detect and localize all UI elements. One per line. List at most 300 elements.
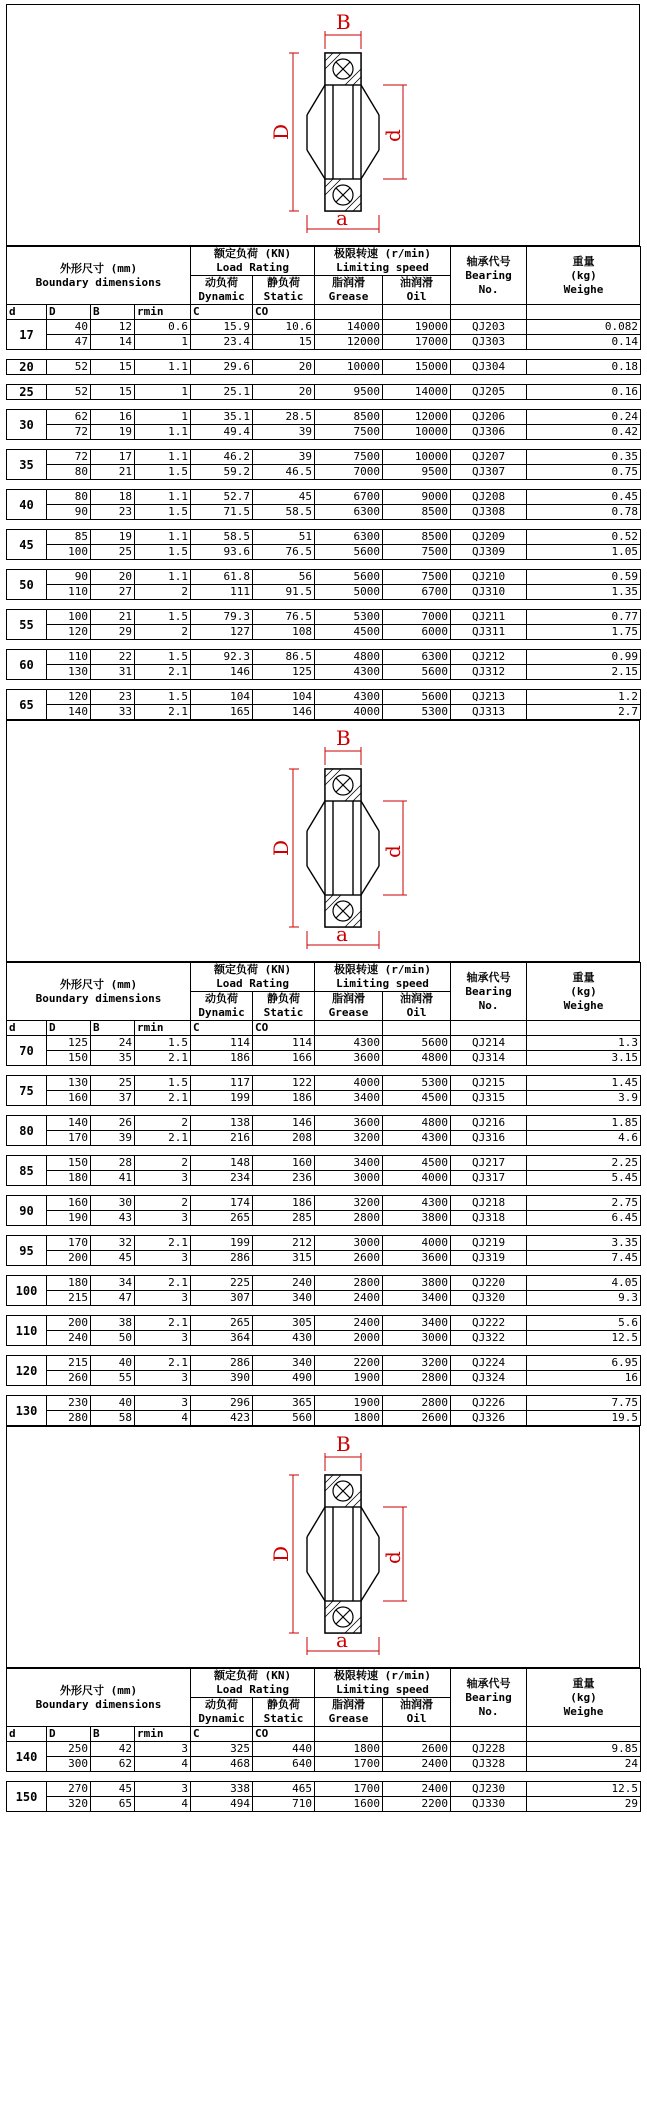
header-static: 静负荷 Static [253,1698,315,1727]
cell-grease: 4800 [315,650,383,665]
cell-weight: 0.14 [527,335,641,350]
cell-weight: 16 [527,1371,641,1386]
cell-grease: 5300 [315,610,383,625]
cell-d: 85 [7,1156,47,1186]
cell-bearing-no: QJ306 [451,425,527,440]
cell-bearing-no: QJ308 [451,505,527,520]
cell-B: 20 [91,570,135,585]
catalog-section [6,4,640,720]
cell-B: 41 [91,1171,135,1186]
cell-D: 120 [47,625,91,640]
cell-C: 199 [191,1236,253,1251]
spec-table [6,962,641,1426]
cell-bearing-no: QJ217 [451,1156,527,1171]
cell-rmin: 2.1 [135,705,191,720]
header-dynamic: 动负荷 Dynamic [191,1698,253,1727]
cell-d: 100 [7,1276,47,1306]
cell-weight: 5.6 [527,1316,641,1331]
cell-B: 35 [91,1051,135,1066]
cell-d: 120 [7,1356,47,1386]
table-row [7,650,641,665]
cell-grease: 4300 [315,690,383,705]
cell-C: 111 [191,585,253,600]
cell-d: 130 [7,1396,47,1426]
dim-label-D: D [269,123,293,140]
dim-label-d: d [381,845,405,858]
table-row [7,320,641,335]
cell-weight: 1.2 [527,690,641,705]
cell-bearing-no: QJ215 [451,1076,527,1091]
cell-weight: 12.5 [527,1782,641,1797]
cell-B: 28 [91,1156,135,1171]
bearing-cross-section-drawing [7,721,639,961]
cell-grease: 1600 [315,1797,383,1812]
cell-d: 50 [7,570,47,600]
cell-C: 364 [191,1331,253,1346]
header-grease: 脂润滑 Grease [315,1698,383,1727]
cell-C: 35.1 [191,410,253,425]
cell-C0: 560 [253,1411,315,1426]
cell-oil: 9500 [383,465,451,480]
cell-weight: 0.16 [527,385,641,400]
cell-B: 25 [91,545,135,560]
cell-C0: 76.5 [253,610,315,625]
cell-weight: 0.082 [527,320,641,335]
col-C: C [191,1021,253,1036]
cell-rmin: 3 [135,1211,191,1226]
col-rmin: rmin [135,1727,191,1742]
cell-D: 200 [47,1251,91,1266]
cell-grease: 7500 [315,450,383,465]
cell-oil: 3200 [383,1356,451,1371]
cell-rmin: 1.1 [135,530,191,545]
header-load-rating: 额定负荷 (KN) Load Rating [191,247,315,276]
cell-C0: 186 [253,1196,315,1211]
cell-d: 65 [7,690,47,720]
cell-rmin: 0.6 [135,320,191,335]
cell-oil: 8500 [383,530,451,545]
cell-B: 21 [91,465,135,480]
cell-B: 37 [91,1091,135,1106]
dim-label-B: B [336,10,351,34]
cell-C: 92.3 [191,650,253,665]
cell-oil: 4800 [383,1051,451,1066]
table-row [7,1131,641,1146]
table-row [7,570,641,585]
cell-C0: 146 [253,1116,315,1131]
cell-C0: 315 [253,1251,315,1266]
cell-C0: 108 [253,625,315,640]
col-rmin: rmin [135,1021,191,1036]
cell-rmin: 3 [135,1291,191,1306]
cell-rmin: 1.5 [135,690,191,705]
cell-bearing-no: QJ210 [451,570,527,585]
table-row [7,1156,641,1171]
table-row [7,665,641,680]
cell-bearing-no: QJ303 [451,335,527,350]
header-weight: 重量 (kg) Weighe [527,963,641,1021]
cell-C: 46.2 [191,450,253,465]
cell-bearing-no: QJ311 [451,625,527,640]
table-row [7,1396,641,1411]
cell-C0: 305 [253,1316,315,1331]
table-row [7,490,641,505]
cell-B: 34 [91,1276,135,1291]
cell-weight: 24 [527,1757,641,1772]
cell-B: 16 [91,410,135,425]
cell-C: 286 [191,1356,253,1371]
cell-rmin: 4 [135,1757,191,1772]
spec-table [6,1668,641,1812]
cell-D: 320 [47,1797,91,1812]
cell-rmin: 3 [135,1251,191,1266]
table-row [7,1291,641,1306]
cell-D: 130 [47,665,91,680]
cell-C: 265 [191,1211,253,1226]
cell-d: 60 [7,650,47,680]
cell-weight: 0.42 [527,425,641,440]
cell-oil: 19000 [383,320,451,335]
table-row [7,465,641,480]
cell-weight: 0.18 [527,360,641,375]
header-limiting-speed: 极限转速 (r/min) Limiting speed [315,1669,451,1698]
cell-grease: 3600 [315,1116,383,1131]
cell-D: 80 [47,490,91,505]
cell-grease: 5000 [315,585,383,600]
cell-weight: 0.77 [527,610,641,625]
cell-weight: 1.35 [527,585,641,600]
cell-oil: 6300 [383,650,451,665]
cell-B: 27 [91,585,135,600]
cell-rmin: 1.5 [135,545,191,560]
table-row [7,1116,641,1131]
cell-C0: 10.6 [253,320,315,335]
cell-bearing-no: QJ218 [451,1196,527,1211]
col-d: d [7,305,47,320]
cell-oil: 17000 [383,335,451,350]
cell-C0: 465 [253,1782,315,1797]
cell-rmin: 2.1 [135,1236,191,1251]
cell-grease: 1700 [315,1757,383,1772]
cell-C0: 39 [253,450,315,465]
cell-grease: 2000 [315,1331,383,1346]
table-row [7,1196,641,1211]
cell-bearing-no: QJ206 [451,410,527,425]
cell-oil: 4500 [383,1156,451,1171]
cell-D: 215 [47,1356,91,1371]
cell-B: 14 [91,335,135,350]
cell-B: 19 [91,425,135,440]
cell-D: 190 [47,1211,91,1226]
header-bearing-no: 轴承代号 Bearing No. [451,963,527,1021]
cell-bearing-no: QJ310 [451,585,527,600]
cell-rmin: 1.1 [135,450,191,465]
cell-bearing-no: QJ203 [451,320,527,335]
cell-C0: 340 [253,1291,315,1306]
header-boundary-dimensions: 外形尺寸 (mm) Boundary dimensions [7,247,191,305]
cell-weight: 2.7 [527,705,641,720]
cell-oil: 3800 [383,1211,451,1226]
cell-d: 90 [7,1196,47,1226]
table-row [7,1091,641,1106]
cell-weight: 0.59 [527,570,641,585]
cell-grease: 1900 [315,1371,383,1386]
cell-bearing-no: QJ214 [451,1036,527,1051]
cell-D: 40 [47,320,91,335]
cell-grease: 4300 [315,665,383,680]
cell-bearing-no: QJ324 [451,1371,527,1386]
cell-weight: 3.35 [527,1236,641,1251]
cell-D: 250 [47,1742,91,1757]
cell-oil: 14000 [383,385,451,400]
cell-bearing-no: QJ314 [451,1051,527,1066]
cell-rmin: 2.1 [135,1131,191,1146]
cell-C: 296 [191,1396,253,1411]
cell-rmin: 2 [135,1116,191,1131]
cell-weight: 3.15 [527,1051,641,1066]
cell-D: 100 [47,610,91,625]
cell-weight: 12.5 [527,1331,641,1346]
cell-bearing-no: QJ230 [451,1782,527,1797]
table-row [7,335,641,350]
cell-grease: 4000 [315,705,383,720]
cell-D: 90 [47,505,91,520]
cell-C0: 125 [253,665,315,680]
cell-grease: 9500 [315,385,383,400]
table-row [7,1171,641,1186]
col-d: d [7,1021,47,1036]
cell-C0: 114 [253,1036,315,1051]
cell-rmin: 1 [135,335,191,350]
cell-weight: 2.25 [527,1156,641,1171]
cell-oil: 7000 [383,610,451,625]
cell-B: 29 [91,625,135,640]
cell-bearing-no: QJ313 [451,705,527,720]
cell-bearing-no: QJ316 [451,1131,527,1146]
table-row [7,1051,641,1066]
table-row [7,1742,641,1757]
col-d: d [7,1727,47,1742]
table-row [7,1251,641,1266]
cell-C0: 20 [253,385,315,400]
cell-C0: 236 [253,1171,315,1186]
table-row [7,1371,641,1386]
cell-C: 138 [191,1116,253,1131]
cell-oil: 2600 [383,1742,451,1757]
header-boundary-dimensions: 外形尺寸 (mm) Boundary dimensions [7,1669,191,1727]
cell-rmin: 2 [135,585,191,600]
cell-d: 17 [7,320,47,350]
cell-oil: 2800 [383,1396,451,1411]
cell-weight: 2.15 [527,665,641,680]
cell-B: 58 [91,1411,135,1426]
cell-bearing-no: QJ328 [451,1757,527,1772]
cell-B: 42 [91,1742,135,1757]
cell-oil: 4800 [383,1116,451,1131]
table-row [7,1331,641,1346]
table-row [7,1276,641,1291]
cell-C: 114 [191,1036,253,1051]
cell-rmin: 2.1 [135,665,191,680]
cell-grease: 3200 [315,1131,383,1146]
cell-rmin: 1.1 [135,570,191,585]
table-row [7,610,641,625]
cell-rmin: 2.1 [135,1316,191,1331]
cell-rmin: 1.5 [135,610,191,625]
dim-label-D: D [269,1545,293,1562]
cell-oil: 5600 [383,1036,451,1051]
cell-D: 110 [47,650,91,665]
cell-bearing-no: QJ320 [451,1291,527,1306]
cell-oil: 9000 [383,490,451,505]
col-C0: CO [253,1727,315,1742]
cell-d: 75 [7,1076,47,1106]
cell-grease: 2400 [315,1316,383,1331]
cell-C0: 240 [253,1276,315,1291]
cell-C: 79.3 [191,610,253,625]
cell-D: 215 [47,1291,91,1306]
cell-bearing-no: QJ213 [451,690,527,705]
cell-d: 45 [7,530,47,560]
cell-bearing-no: QJ317 [451,1171,527,1186]
cell-B: 19 [91,530,135,545]
cell-weight: 5.45 [527,1171,641,1186]
cell-d: 140 [7,1742,47,1772]
cell-d: 20 [7,360,47,375]
cell-C0: 365 [253,1396,315,1411]
catalog-section [6,720,640,1426]
cell-C0: 212 [253,1236,315,1251]
cell-oil: 3400 [383,1316,451,1331]
cell-C: 93.6 [191,545,253,560]
cell-B: 18 [91,490,135,505]
cell-C0: 91.5 [253,585,315,600]
dim-label-B: B [336,726,351,750]
header-grease: 脂润滑 Grease [315,992,383,1021]
cell-rmin: 2 [135,1196,191,1211]
cell-C0: 166 [253,1051,315,1066]
cell-d: 80 [7,1116,47,1146]
cell-C0: 104 [253,690,315,705]
cell-grease: 1800 [315,1742,383,1757]
header-limiting-speed: 极限转速 (r/min) Limiting speed [315,963,451,992]
drawing-box [6,4,640,246]
cell-C0: 340 [253,1356,315,1371]
cell-rmin: 1.1 [135,360,191,375]
cell-oil: 2400 [383,1757,451,1772]
cell-oil: 5300 [383,705,451,720]
cell-weight: 0.35 [527,450,641,465]
cell-C: 199 [191,1091,253,1106]
cell-D: 130 [47,1076,91,1091]
cell-weight: 0.78 [527,505,641,520]
cell-grease: 5600 [315,570,383,585]
cell-bearing-no: QJ304 [451,360,527,375]
cell-D: 100 [47,545,91,560]
cell-weight: 19.5 [527,1411,641,1426]
cell-oil: 15000 [383,360,451,375]
col-C: C [191,305,253,320]
dim-label-d: d [381,1551,405,1564]
cell-C: 23.4 [191,335,253,350]
header-oil: 油润滑 Oil [383,276,451,305]
cell-C0: 45 [253,490,315,505]
header-bearing-no: 轴承代号 Bearing No. [451,247,527,305]
cell-rmin: 1.5 [135,505,191,520]
cell-bearing-no: QJ219 [451,1236,527,1251]
header-grease: 脂润滑 Grease [315,276,383,305]
cell-oil: 3800 [383,1276,451,1291]
cell-C: 25.1 [191,385,253,400]
cell-oil: 7500 [383,545,451,560]
cell-oil: 10000 [383,425,451,440]
cell-d: 25 [7,385,47,400]
cell-B: 31 [91,665,135,680]
cell-weight: 1.45 [527,1076,641,1091]
cell-bearing-no: QJ205 [451,385,527,400]
header-bearing-no: 轴承代号 Bearing No. [451,1669,527,1727]
cell-grease: 3000 [315,1171,383,1186]
cell-C0: 51 [253,530,315,545]
cell-D: 140 [47,1116,91,1131]
cell-bearing-no: QJ211 [451,610,527,625]
cell-weight: 4.6 [527,1131,641,1146]
cell-oil: 5300 [383,1076,451,1091]
cell-rmin: 2.1 [135,1091,191,1106]
cell-d: 70 [7,1036,47,1066]
cell-D: 160 [47,1091,91,1106]
cell-grease: 8500 [315,410,383,425]
dim-label-a: a [336,206,348,230]
cell-oil: 4000 [383,1236,451,1251]
cell-C: 390 [191,1371,253,1386]
cell-weight: 7.45 [527,1251,641,1266]
header-static: 静负荷 Static [253,276,315,305]
cell-B: 40 [91,1356,135,1371]
col-C: C [191,1727,253,1742]
cell-weight: 1.05 [527,545,641,560]
cell-D: 240 [47,1331,91,1346]
cell-bearing-no: QJ319 [451,1251,527,1266]
cell-D: 150 [47,1051,91,1066]
col-D: D [47,305,91,320]
cell-bearing-no: QJ318 [451,1211,527,1226]
cell-oil: 5600 [383,665,451,680]
cell-D: 52 [47,385,91,400]
cell-grease: 3000 [315,1236,383,1251]
cell-grease: 5600 [315,545,383,560]
header-oil: 油润滑 Oil [383,1698,451,1727]
cell-C: 494 [191,1797,253,1812]
drawing-box [6,720,640,962]
cell-bearing-no: QJ228 [451,1742,527,1757]
cell-D: 160 [47,1196,91,1211]
cell-D: 62 [47,410,91,425]
cell-grease: 2400 [315,1291,383,1306]
dim-label-a: a [336,1628,348,1652]
header-load-rating: 额定负荷 (KN) Load Rating [191,1669,315,1698]
cell-rmin: 2 [135,625,191,640]
cell-oil: 10000 [383,450,451,465]
cell-D: 90 [47,570,91,585]
cell-weight: 9.3 [527,1291,641,1306]
cell-B: 15 [91,360,135,375]
cell-rmin: 3 [135,1396,191,1411]
cell-C: 174 [191,1196,253,1211]
cell-rmin: 1.1 [135,490,191,505]
cell-C: 71.5 [191,505,253,520]
cell-bearing-no: QJ220 [451,1276,527,1291]
